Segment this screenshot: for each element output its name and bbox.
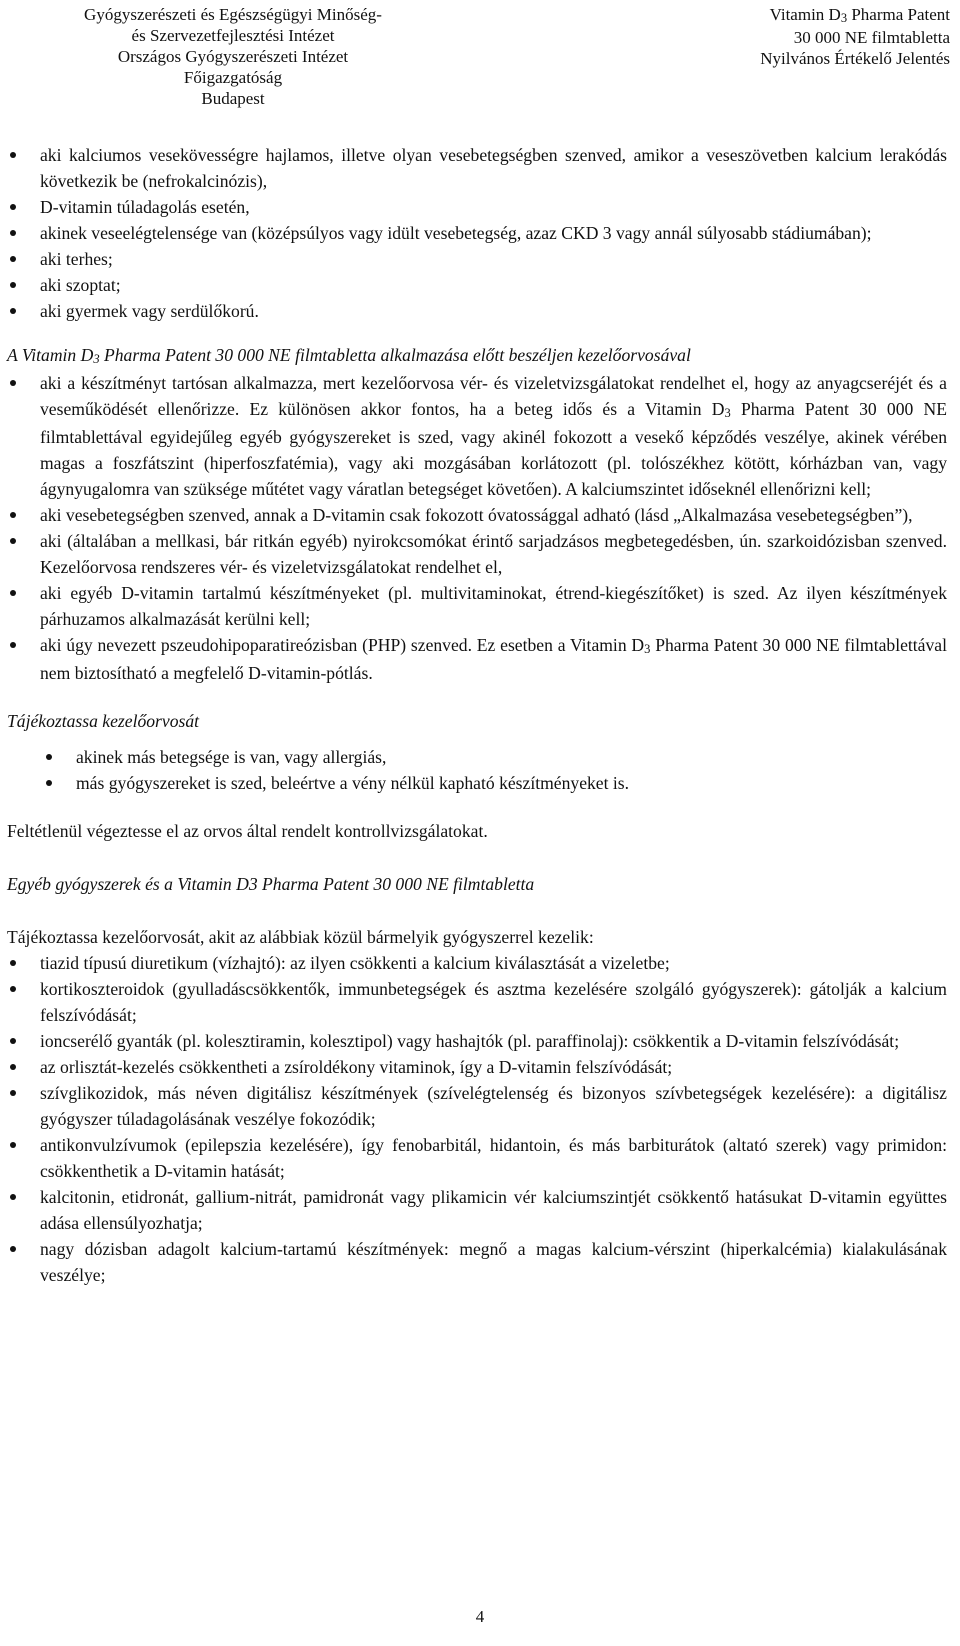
note-paragraph: Feltétlenül végeztesse el az orvos által rendelt kontrollvizsgálatokat. bbox=[7, 821, 488, 841]
section-heading-inform-doctor: Tájékoztassa kezelőorvosát bbox=[7, 711, 200, 731]
list-item: aki gyermek vagy serdülőkorú. bbox=[0, 298, 960, 324]
document-body bbox=[0, 142, 960, 1288]
section-heading-warnings: A Vitamin D3 Pharma Patent 30 000 NE filmtabletta alkalmazása előtt beszéljen kezelőorvosával bbox=[7, 345, 691, 366]
list-item: ioncserélő gyanták (pl. kolesztiramin, kolesztipol) vagy hashajtók (pl. paraffinolaj): csökkentik a D-vitamin felszívódását; bbox=[0, 1028, 960, 1054]
list-item: más gyógyszereket is szed, beleértve a vény nélkül kapható készítményeket is. bbox=[0, 770, 960, 796]
header-product-name: Vitamin D3 Pharma Patent bbox=[769, 5, 950, 25]
list-item: aki egyéb D-vitamin tartalmú készítményeket (pl. multivitaminokat, étrend-kiegészítőket) is szed. Az ilyen készítmények párhuzamos alkalmazását kerülni kell; bbox=[0, 580, 960, 632]
header-left bbox=[13, 4, 453, 109]
header-right bbox=[510, 4, 950, 69]
list-item: kortikoszteroidok (gyulladáscsökkentők, immunbetegségek és asztma kezelésére szolgáló gyógyszerek): gátolják a kalcium felszívódását; bbox=[0, 976, 960, 1028]
list-item: aki vesebetegségben szenved, annak a D-vitamin csak fokozott óvatossággal adható (lásd „Alkalmazása vesebetegségben”), bbox=[0, 502, 960, 528]
interactions-list bbox=[0, 950, 960, 1288]
list-item: antikonvulzívumok (epilepszia kezelésére), így fenobarbitál, hidantoin, és más barbiturátok (altató szerek) vagy primidon: csökkenthetik a D-vitamin hatását; bbox=[0, 1132, 960, 1184]
list-item: D-vitamin túladagolás esetén, bbox=[0, 194, 960, 220]
list-item: tiazid típusú diuretikum (vízhajtó): az ilyen csökkenti a kalcium kiválasztását a vizeletbe; bbox=[0, 950, 960, 976]
header-report-type: Nyilvános Értékelő Jelentés bbox=[760, 49, 950, 68]
header-product-strength: 30 000 NE filmtabletta bbox=[793, 28, 950, 47]
contraindication-list bbox=[0, 142, 960, 324]
list-item: aki terhes; bbox=[0, 246, 960, 272]
warnings-list bbox=[0, 370, 960, 686]
list-item: szívglikozidok, más néven digitálisz készítmények (szívelégtelenség és bizonyos szívbetegségek kezelésére): a digitálisz gyógyszer túladagolásának veszélye fokozódik; bbox=[0, 1080, 960, 1132]
list-item: akinek más betegsége is van, vagy allergiás, bbox=[0, 744, 960, 770]
inform-doctor-list bbox=[0, 744, 960, 796]
list-item: aki úgy nevezett pszeudohipoparatireózisban (PHP) szenved. Ez esetben a Vitamin D3 Pharma Patent 30 000 NE filmtablettával nem biztosítható a megfelelő D-vitamin-pótlás. bbox=[0, 632, 960, 686]
header-left-line: Budapest bbox=[201, 89, 265, 108]
list-item: kalcitonin, etidronát, gallium-nitrát, pamidronát vagy plikamicin vér kalciumszintjét csökkentő hatásukat D-vitamin együttes adása ellensúlyozhatja; bbox=[0, 1184, 960, 1236]
header-left-line: Országos Gyógyszerészeti Intézet bbox=[117, 47, 349, 66]
list-item: akinek veseelégtelensége van (középsúlyos vagy idült vesebetegség, azaz CKD 3 vagy annál súlyosabb stádiumában); bbox=[0, 220, 960, 246]
list-item: nagy dózisban adagolt kalcium-tartamú készítmények: megnő a magas kalcium-vérszint (hiperkalcémia) kialakulásának veszélye; bbox=[0, 1236, 960, 1288]
header-left-line: Gyógyszerészeti és Egészségügyi Minőség- bbox=[84, 5, 382, 24]
page-number: 4 bbox=[475, 1607, 485, 1626]
header-left-line: és Szervezetfejlesztési Intézet bbox=[131, 26, 335, 45]
interactions-intro: Tájékoztassa kezelőorvosát, akit az alábbiak közül bármelyik gyógyszerrel kezelik: bbox=[7, 927, 594, 947]
list-item: aki kalciumos vesekövességre hajlamos, illetve olyan vesebetegségben szenved, amikor a veseszövetben kalcium lerakódás következik be (nefrokalcinózis), bbox=[0, 142, 960, 194]
list-item: aki szoptat; bbox=[0, 272, 960, 298]
list-item: az orlisztát-kezelés csökkentheti a zsíroldékony vitaminok, így a D-vitamin felszívódását; bbox=[0, 1054, 960, 1080]
header-left-line: Főigazgatóság bbox=[183, 68, 283, 87]
list-item: aki (általában a mellkasi, bár ritkán egyéb) nyirokcsomókat érintő sarjadzásos megbetegedésben, ún. szarkoidózisban szenved. Kezelőorvosa rendszeres vér- és vizeletvizsgálatokat rendelhet el, bbox=[0, 528, 960, 580]
section-heading-interactions: Egyéb gyógyszerek és a Vitamin D3 Pharma Patent 30 000 NE filmtabletta bbox=[7, 874, 535, 894]
list-item: aki a készítményt tartósan alkalmazza, mert kezelőorvosa vér- és vizeletvizsgálatokat rendelhet el, hogy az anyagcseréjét és a veseműködését ellenőrizze. Ez különösen akkor fontos, ha a beteg idős és a Vitamin D3 Pharma Patent 30 000 NE filmtablettával egyidejűleg egyéb gyógyszereket is szed, vagy akinél fokozott a vesekő képződés veszélye, akinek vérében magas a foszfátszint (hiperfoszfatémia), vagy aki mozgásában korlátozott (pl. tolószékhez kötött, kórházban van, vagy ágynyugalomra van szüksége műtétet vagy váratlan betegséget követően). A kalciumszintet időseknél ellenőrizni kell; bbox=[0, 370, 960, 502]
